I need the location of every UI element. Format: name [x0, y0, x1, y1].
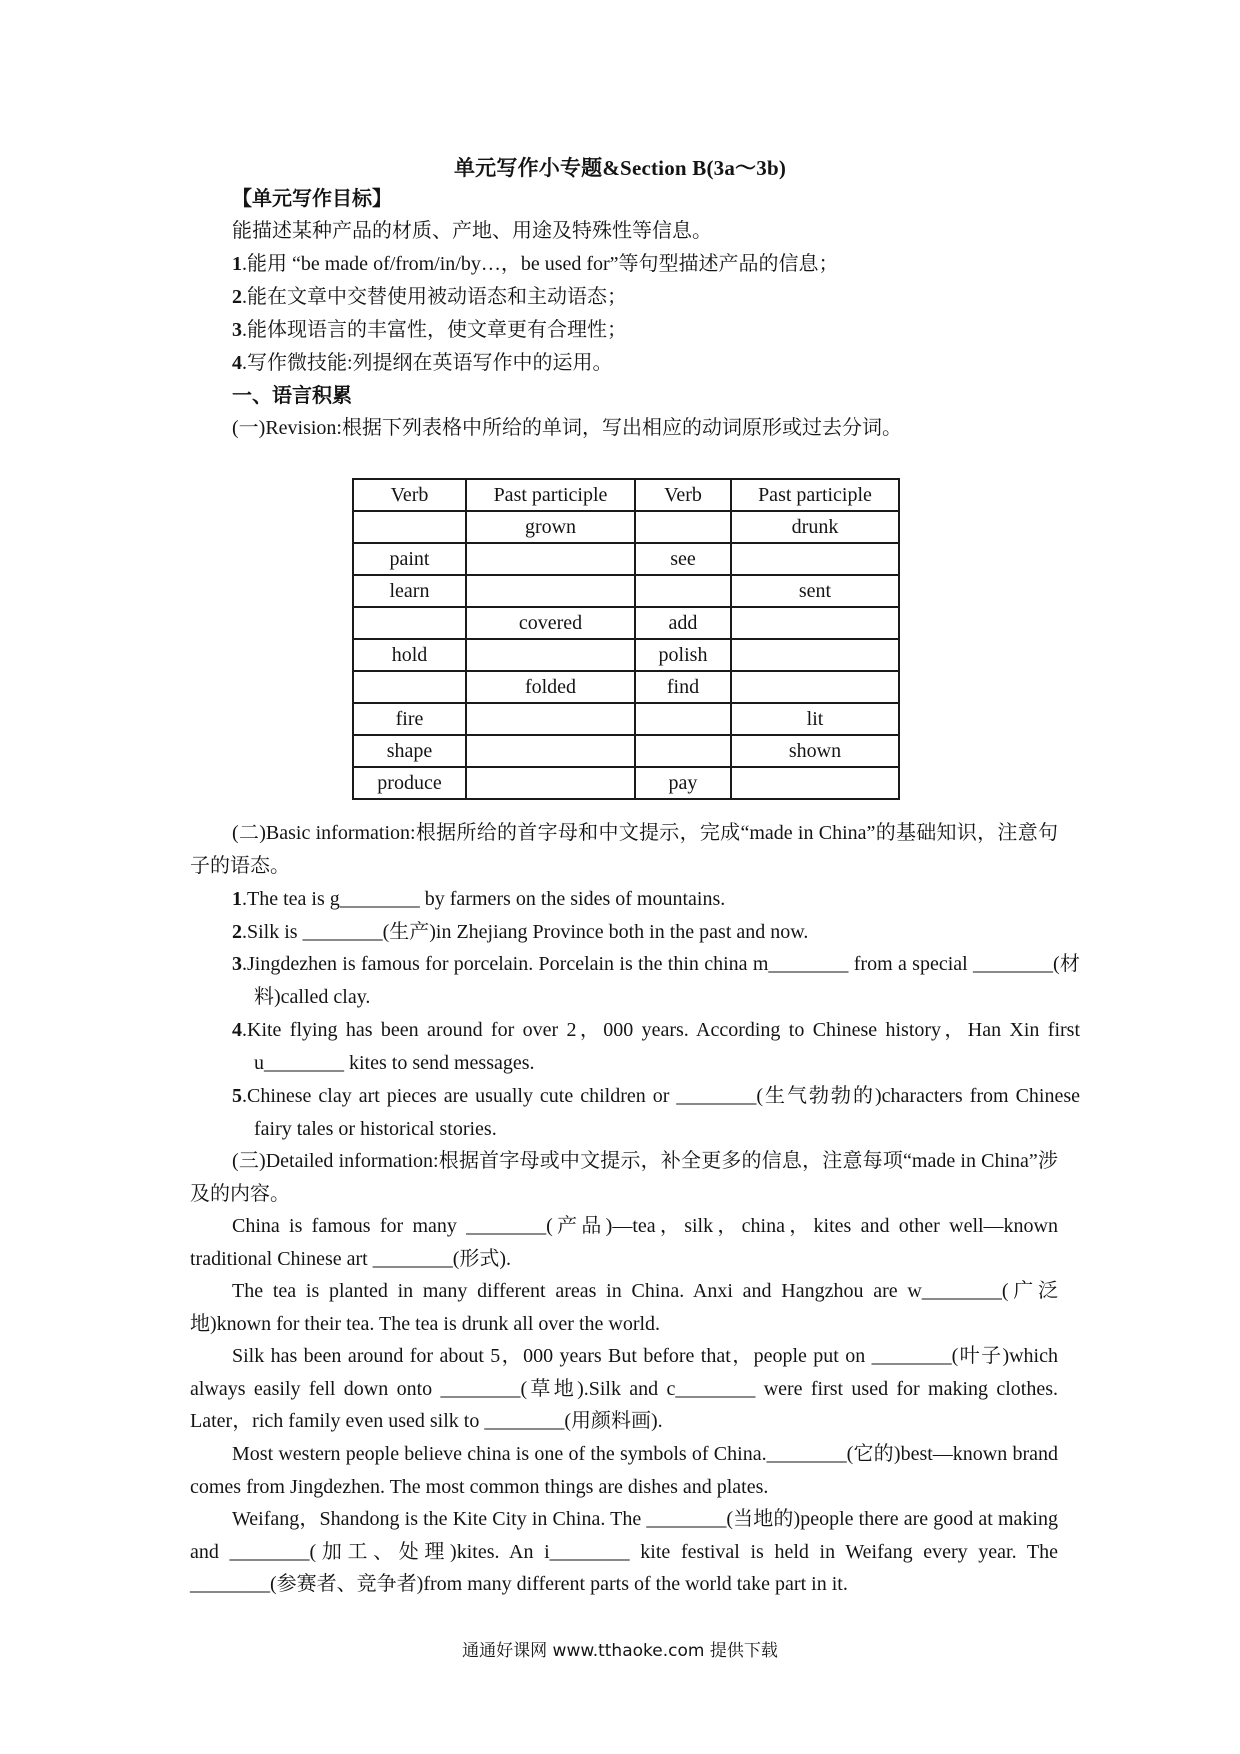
table-cell[interactable]: drunk: [731, 511, 899, 543]
table-row: [353, 767, 899, 799]
item-number: 4: [232, 1019, 242, 1041]
section-heading: 一、语言积累: [232, 385, 352, 407]
item-text: .Silk is ________(生产)in Zhejiang Province both in the past and now.: [242, 921, 809, 943]
item-text: .The tea is g________ by farmers on the sides of mountains.: [242, 888, 726, 910]
table-cell[interactable]: [731, 607, 899, 639]
table-cell[interactable]: fire: [353, 703, 466, 735]
item-number: 3: [232, 953, 242, 975]
table-cell[interactable]: paint: [353, 543, 466, 575]
table-cell[interactable]: see: [635, 543, 731, 575]
table-row: [353, 703, 899, 735]
table-row: [353, 639, 899, 671]
header-cell: Verb: [353, 479, 466, 511]
basic-item-5: [232, 1080, 1080, 1145]
table-cell[interactable]: [466, 735, 635, 767]
goal-text: .能体现语言的丰富性，使文章更有合理性；: [242, 319, 627, 341]
table-cell[interactable]: [731, 639, 899, 671]
item-number: 2: [232, 921, 242, 943]
table-cell[interactable]: [466, 543, 635, 575]
table-cell[interactable]: produce: [353, 767, 466, 799]
table-cell[interactable]: folded: [466, 671, 635, 703]
revision-instruction: (一)Revision:根据下列表格中所给的单词，写出相应的动词原形或过去分词。: [232, 417, 902, 439]
table-cell[interactable]: sent: [731, 575, 899, 607]
basic-item-1: [232, 883, 1080, 916]
table-cell[interactable]: add: [635, 607, 731, 639]
table-cell[interactable]: polish: [635, 639, 731, 671]
item-text: .Chinese clay art pieces are usually cute children or ________(生气勃勃的)characters from Chinese fairy tales or historical stories.: [242, 1085, 1080, 1140]
table-cell[interactable]: [731, 543, 899, 575]
verb-table: [352, 478, 900, 800]
basic-instruction: (二)Basic information:根据所给的首字母和中文提示，完成“made in China”的基础知识，注意句子的语态。: [190, 822, 1058, 877]
table-row: [353, 511, 899, 543]
table-cell[interactable]: [635, 575, 731, 607]
goal-number: 4: [232, 352, 242, 374]
detailed-paragraph: Weifang，Shandong is the Kite City in China. The ________(当地的)people there are good at making and ________(加工、处理)kites. An i________ kite festival is held in Weifang every year. The ________(参赛者、竞争者)from many different parts of the world take part in it.: [190, 1508, 1058, 1595]
header-cell: Past participle: [466, 479, 635, 511]
basic-item-2: [232, 916, 1080, 949]
table-cell[interactable]: pay: [635, 767, 731, 799]
goal-number: 2: [232, 286, 242, 308]
table-row: [353, 543, 899, 575]
detailed-paragraph: The tea is planted in many different areas in China. Anxi and Hangzhou are w________(广泛地)known for their tea. The tea is drunk all over the world.: [190, 1280, 1058, 1335]
goal-item-4: [232, 350, 613, 376]
detailed-instruction: (三)Detailed information:根据首字母或中文提示，补全更多的信息，注意每项“made in China”涉及的内容。: [190, 1150, 1058, 1205]
goal-text: .能用 “be made of/from/in/by…，be used for”等句型描述产品的信息；: [242, 253, 839, 275]
table-cell[interactable]: [635, 735, 731, 767]
goal-number: 3: [232, 319, 242, 341]
detailed-paragraph: Most western people believe china is one of the symbols of China.________(它的)best—known brand comes from Jingdezhen. The most common things are dishes and plates.: [190, 1443, 1058, 1498]
table-cell[interactable]: [731, 767, 899, 799]
footer-credit: 通通好课网 www.tthaoke.com 提供下载: [462, 1641, 778, 1661]
goal-text: .能在文章中交替使用被动语态和主动语态；: [242, 286, 627, 308]
table-cell[interactable]: [353, 607, 466, 639]
header-cell: Verb: [635, 479, 731, 511]
goal-item-1: [232, 251, 839, 277]
table-cell[interactable]: shape: [353, 735, 466, 767]
item-text: .Kite flying has been around for over 2，000 years. According to Chinese history，Han Xin first u________ kites to send messages.: [242, 1019, 1080, 1074]
table-cell[interactable]: [353, 671, 466, 703]
table-cell[interactable]: [466, 575, 635, 607]
table-cell[interactable]: [353, 511, 466, 543]
table-cell[interactable]: hold: [353, 639, 466, 671]
table-cell[interactable]: grown: [466, 511, 635, 543]
table-cell[interactable]: learn: [353, 575, 466, 607]
goals-heading: 【单元写作目标】: [232, 188, 392, 210]
table-cell[interactable]: lit: [731, 703, 899, 735]
detailed-paragraph: China is famous for many ________(产品)—tea，silk，china，kites and other well—known traditional Chinese art ________(形式).: [190, 1215, 1058, 1270]
table-cell[interactable]: [466, 703, 635, 735]
table-cell[interactable]: find: [635, 671, 731, 703]
goal-item-2: [232, 284, 627, 310]
table-cell[interactable]: [466, 767, 635, 799]
goal-item-3: [232, 317, 627, 343]
item-number: 5: [232, 1085, 242, 1107]
table-cell[interactable]: [466, 639, 635, 671]
table-row: [353, 735, 899, 767]
basic-item-3: [232, 948, 1080, 1013]
table-cell[interactable]: covered: [466, 607, 635, 639]
item-text: .Jingdezhen is famous for porcelain. Porcelain is the thin china m________ from a special ________(材料)called clay.: [242, 953, 1080, 1008]
table-cell[interactable]: [731, 671, 899, 703]
table-header-row: [353, 479, 899, 511]
table-cell[interactable]: [635, 703, 731, 735]
goals-intro: 能描述某种产品的材质、产地、用途及特殊性等信息。: [232, 220, 712, 242]
header-cell: Past participle: [731, 479, 899, 511]
table-row: [353, 575, 899, 607]
goal-number: 1: [232, 253, 242, 275]
table-row: [353, 671, 899, 703]
page-title: 单元写作小专题&Section B(3a～3b): [453, 156, 787, 180]
table-cell[interactable]: [635, 511, 731, 543]
table-cell[interactable]: shown: [731, 735, 899, 767]
table-row: [353, 607, 899, 639]
detailed-paragraph: Silk has been around for about 5，000 years But before that，people put on ________(叶子)which always easily fell down onto ________(草地).Silk and c________ were first used for making clothes. Later，rich family even used silk to ________(用颜料画).: [190, 1345, 1058, 1432]
goal-text: .写作微技能:列提纲在英语写作中的运用。: [242, 352, 613, 374]
basic-item-4: [232, 1014, 1080, 1079]
item-number: 1: [232, 888, 242, 910]
